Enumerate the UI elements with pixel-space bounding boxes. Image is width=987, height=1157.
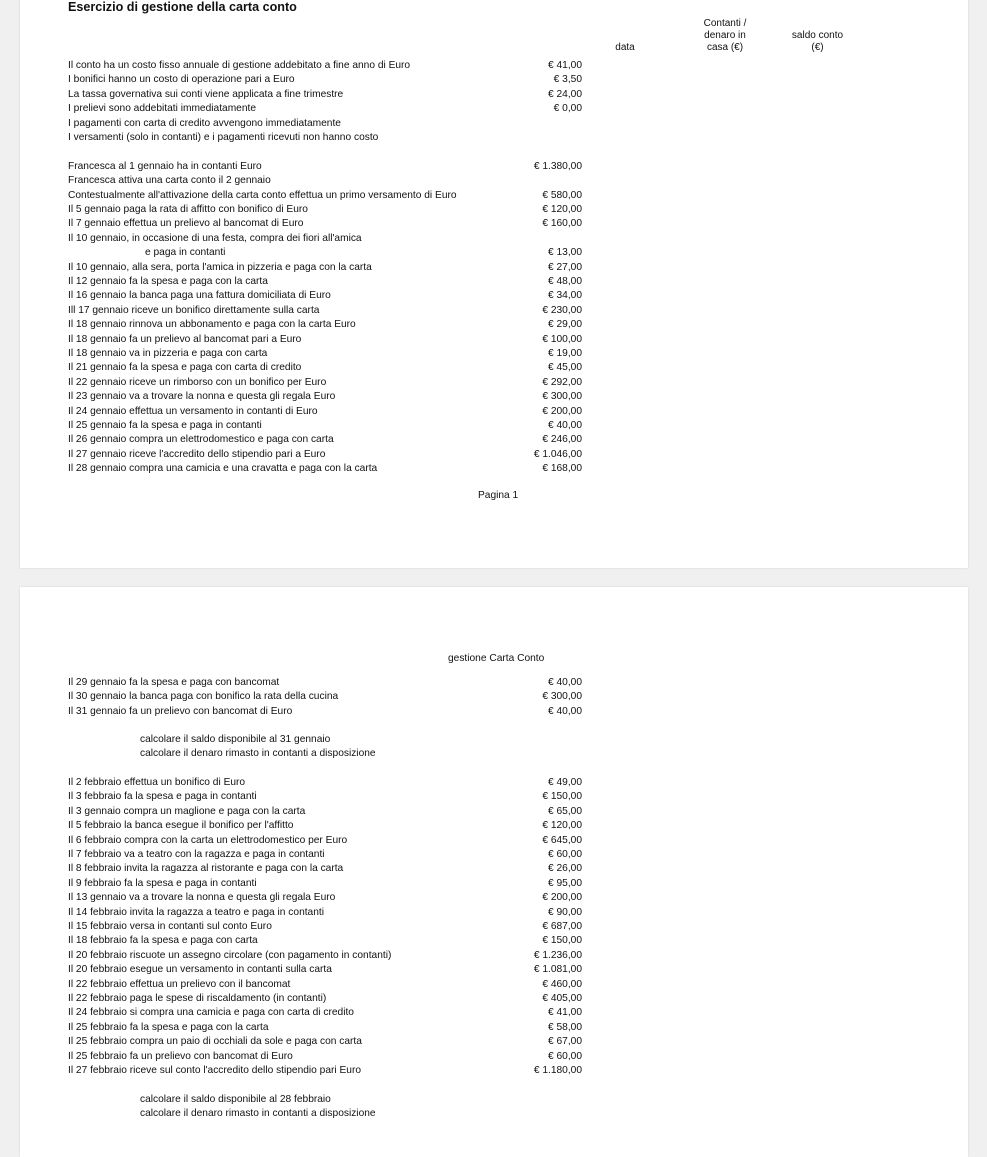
row-amount: € 100,00: [542, 333, 582, 345]
row-amount: € 0,00: [553, 103, 582, 115]
row-amount: € 49,00: [548, 777, 582, 788]
column-header-saldo-1: saldo conto: [791, 30, 844, 41]
row-description: Il 6 febbraio compra con la carta un elettrodomestico per Euro: [68, 834, 348, 846]
spreadsheet-page-2: [20, 587, 968, 1157]
row-amount: € 300,00: [542, 391, 582, 403]
row-amount: € 200,00: [542, 892, 582, 904]
row-description: Il 10 gennaio, alla sera, porta l'amica in pizzeria e paga con la carta: [68, 261, 372, 273]
row-amount: € 160,00: [542, 218, 582, 230]
row-description: Il 28 gennaio compra una camicia e una cravatta e paga con la carta: [68, 463, 378, 475]
row-description: Il 12 gennaio fa la spesa e paga con la carta: [68, 276, 268, 287]
row-description: Il 18 gennaio fa un prelievo al bancomat pari a Euro: [68, 333, 302, 345]
row-amount: € 27,00: [548, 261, 582, 273]
row-description: Il 18 gennaio rinnova un abbonamento e paga con la carta Euro: [68, 319, 356, 331]
row-amount: € 1.081,00: [533, 964, 582, 976]
row-amount: € 40,00: [548, 705, 582, 717]
column-header-contanti-1: Contanti /: [703, 18, 747, 29]
column-header-saldo-2: (€): [811, 42, 824, 53]
row-amount: € 292,00: [542, 376, 582, 388]
row-description: Il 21 gennaio fa la spesa e paga con carta di credito: [68, 362, 302, 374]
task-contanti-gennaio: calcolare il denaro rimasto in contanti a disposizione: [140, 748, 376, 759]
row-description: Il 25 gennaio fa la spesa e paga in contanti: [68, 420, 262, 431]
row-description: Il 24 gennaio effettua un versamento in contanti di Euro: [68, 405, 318, 417]
row-description: Il 9 febbraio fa la spesa e paga in contanti: [68, 877, 257, 889]
row-amount: € 45,00: [548, 362, 582, 374]
row-amount: € 1.180,00: [533, 1065, 582, 1076]
row-amount: € 645,00: [542, 834, 582, 846]
row-amount: € 168,00: [542, 463, 582, 475]
row-amount: € 65,00: [548, 805, 582, 817]
row-description: Il 25 febbraio compra un paio di occhiali da sole e paga con carta: [68, 1036, 362, 1048]
row-amount: € 19,00: [548, 348, 582, 359]
row-description: e paga in contanti: [145, 247, 226, 259]
row-description: I versamenti (solo in contanti) e i pagamenti ricevuti non hanno costo: [68, 132, 379, 143]
row-description: Il 5 febbraio la banca esegue il bonifico per l'affitto: [68, 820, 294, 832]
row-description: Il 3 gennaio compra un maglione e paga con la carta: [68, 805, 306, 817]
row-description: I prelievi sono addebitati immediatamente: [68, 103, 257, 115]
column-header-data: data: [615, 42, 635, 53]
row-description: Il 18 febbraio fa la spesa e paga con carta: [68, 935, 258, 947]
row-amount: € 58,00: [548, 1021, 582, 1033]
row-amount: € 300,00: [542, 691, 582, 703]
row-description: Il 18 gennaio va in pizzeria e paga con carta: [68, 348, 268, 359]
row-description: Il 30 gennaio la banca paga con bonifico la rata della cucina: [68, 691, 339, 703]
row-amount: € 405,00: [542, 993, 582, 1004]
task-contanti-febbraio: calcolare il denaro rimasto in contanti a disposizione: [140, 1108, 376, 1119]
row-amount: € 1.046,00: [533, 448, 582, 460]
row-amount: € 90,00: [548, 906, 582, 918]
row-amount: € 1.236,00: [533, 949, 582, 961]
row-description: Il 7 gennaio effettua un prelievo al bancomat di Euro: [68, 218, 304, 230]
row-description: Il 16 gennaio la banca paga una fattura domiciliata di Euro: [68, 290, 331, 302]
page-header: gestione Carta Conto: [448, 653, 545, 664]
row-description: Il 22 gennaio riceve un rimborso con un bonifico per Euro: [68, 376, 327, 388]
row-amount: € 40,00: [548, 420, 582, 431]
row-description: Il 27 febbraio riceve sul conto l'accredito dello stipendio pari Euro: [68, 1065, 362, 1076]
row-amount: € 1.380,00: [533, 160, 582, 172]
row-description: Il 8 febbraio invita la ragazza al ristorante e paga con la carta: [68, 863, 344, 875]
row-description: Il 23 gennaio va a trovare la nonna e questa gli regala Euro: [68, 391, 336, 403]
row-amount: € 687,00: [542, 921, 582, 932]
row-description: Francesca attiva una carta conto il 2 gennaio: [68, 175, 271, 187]
row-description: Il 10 gennaio, in occasione di una festa, compra dei fiori all'amica: [68, 232, 362, 244]
row-description: Il 29 gennaio fa la spesa e paga con bancomat: [68, 677, 280, 688]
row-amount: € 40,00: [548, 677, 582, 688]
row-amount: € 67,00: [548, 1036, 582, 1048]
row-amount: € 95,00: [548, 877, 582, 889]
row-description: Il 25 febbraio fa un prelievo con bancomat di Euro: [68, 1050, 293, 1062]
row-description: Il 26 gennaio compra un elettrodomestico e paga con carta: [68, 434, 334, 446]
row-amount: € 580,00: [542, 189, 582, 201]
row-description: Il 22 febbraio paga le spese di riscaldamento (in contanti): [68, 993, 327, 1004]
task-saldo-28-febbraio: calcolare il saldo disponibile al 28 febbraio: [140, 1094, 331, 1105]
task-saldo-31-gennaio: calcolare il saldo disponibile al 31 gennaio: [140, 734, 331, 745]
row-description: Il 15 febbraio versa in contanti sul conto Euro: [68, 921, 272, 932]
row-amount: € 34,00: [548, 290, 582, 302]
row-amount: € 150,00: [542, 791, 582, 803]
row-amount: € 60,00: [548, 1050, 582, 1062]
row-description: Il 24 febbraio si compra una camicia e paga con carta di credito: [68, 1007, 354, 1019]
row-amount: € 460,00: [542, 978, 582, 990]
row-description: I bonifici hanno un costo di operazione pari a Euro: [68, 74, 295, 86]
row-description: Il 27 gennaio riceve l'accredito dello stipendio pari a Euro: [68, 448, 326, 460]
row-description: Il 5 gennaio paga la rata di affitto con bonifico di Euro: [68, 204, 308, 215]
row-amount: € 26,00: [548, 863, 582, 875]
page-number: Pagina 1: [478, 490, 519, 501]
spreadsheet-page-1: [20, 0, 968, 568]
row-description: Il 22 febbraio effettua un prelievo con il bancomat: [68, 978, 291, 990]
row-description: La tassa governativa sui conti viene applicata a fine trimestre: [68, 88, 344, 100]
row-amount: € 3,50: [553, 74, 582, 86]
row-description: Il 3 febbraio fa la spesa e paga in contanti: [68, 791, 257, 803]
row-description: Il conto ha un costo fisso annuale di gestione addebitato a fine anno di Euro: [68, 60, 411, 71]
row-amount: € 150,00: [542, 935, 582, 947]
row-amount: € 24,00: [548, 88, 582, 100]
row-description: Il 20 febbraio riscuote un assegno circolare (con pagamento in contanti): [68, 949, 392, 961]
row-description: Il 13 gennaio va a trovare la nonna e questa gli regala Euro: [68, 892, 336, 904]
row-description: Il 7 febbraio va a teatro con la ragazza e paga in contanti: [68, 849, 325, 860]
row-amount: € 246,00: [542, 434, 582, 446]
column-header-contanti-3: casa (€): [706, 42, 744, 53]
row-description: Il 2 febbraio effettua un bonifico di Euro: [68, 777, 246, 788]
row-amount: € 120,00: [542, 820, 582, 832]
row-description: Ill 17 gennaio riceve un bonifico direttamente sulla carta: [68, 304, 320, 316]
row-amount: € 29,00: [548, 319, 582, 331]
row-amount: € 120,00: [542, 204, 582, 215]
row-amount: € 230,00: [542, 304, 582, 316]
row-description: Il 31 gennaio fa un prelievo con bancomat di Euro: [68, 705, 293, 717]
column-header-contanti-2: denaro in: [704, 30, 746, 41]
row-amount: € 41,00: [548, 1007, 582, 1019]
row-amount: € 200,00: [542, 405, 582, 417]
row-description: Francesca al 1 gennaio ha in contanti Euro: [68, 160, 262, 172]
row-description: Il 25 febbraio fa la spesa e paga con la carta: [68, 1021, 269, 1033]
row-description: Il 14 febbraio invita la ragazza a teatro e paga in contanti: [68, 906, 324, 918]
sheet-title: Esercizio di gestione della carta conto: [68, 0, 297, 14]
row-amount: € 48,00: [548, 276, 582, 287]
row-amount: € 41,00: [548, 60, 582, 71]
row-description: Il 20 febbraio esegue un versamento in contanti sulla carta: [68, 964, 332, 976]
row-description: Contestualmente all'attivazione della carta conto effettua un primo versamento di Euro: [68, 189, 457, 201]
row-amount: € 13,00: [548, 247, 582, 259]
row-amount: € 60,00: [548, 849, 582, 860]
row-description: I pagamenti con carta di credito avvengono immediatamente: [68, 117, 341, 129]
